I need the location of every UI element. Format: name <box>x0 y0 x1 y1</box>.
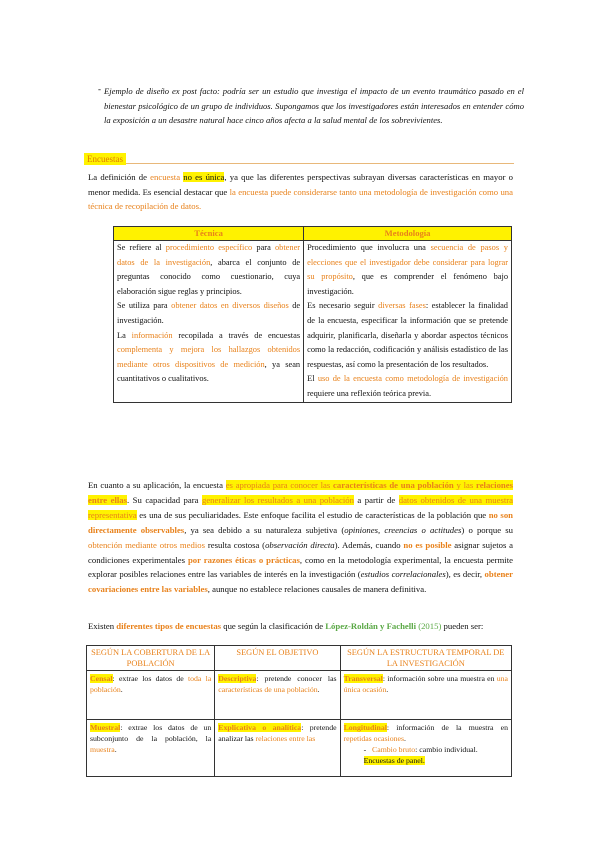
survey-types-table <box>86 645 512 777</box>
keyword: relaciones entre las <box>255 734 316 743</box>
italic-text: opiniones, creencias o actitudes <box>344 524 462 535</box>
text-run: ), es decir, <box>445 569 485 580</box>
highlight: Longitudinal <box>343 723 387 732</box>
text-run: ) o porque su <box>461 524 513 535</box>
text-run: . <box>317 685 320 694</box>
highlight: es apropiada para conocer las <box>225 480 334 490</box>
cell-metodologia <box>304 241 512 403</box>
keyword: obtención mediante otros medios <box>88 539 206 550</box>
text-run: Procedimiento que involucra una <box>307 243 431 252</box>
application-paragraph <box>88 478 513 597</box>
text-run: Se refiere al <box>117 243 166 252</box>
text-run: . <box>403 734 406 743</box>
text-run: , como en la metodología experimental, la encuesta permite explorar posibles relaciones entre las variables de interés en la investigación ( <box>88 554 513 580</box>
keyword: diferentes tipos de encuestas <box>116 621 222 631</box>
list-dash: - <box>363 745 367 754</box>
text-run: En cuanto a su aplicación, la encuesta <box>88 480 226 490</box>
cell-descriptiva <box>215 671 340 720</box>
highlight: Encuestas de panel. <box>363 756 425 765</box>
table-row <box>114 241 512 403</box>
text-run: asignar sujetos a condiciones experimentales <box>88 539 514 565</box>
highlight: Muestral <box>90 723 121 732</box>
keyword: procedimiento específico <box>165 243 253 252</box>
keyword: por razones éticas o prácticas <box>187 554 300 565</box>
keyword: obtener datos en diversos diseños <box>171 301 289 311</box>
text-run: : información de la muestra en <box>386 723 508 732</box>
text-run: : extrae los datos de un subconjunto de la población, la <box>90 723 212 743</box>
text-run: . <box>120 685 123 694</box>
keyword: no son directamente observables <box>88 509 513 535</box>
text-run: : cambio individual. <box>415 745 478 754</box>
text-run: : información sobre una muestra en <box>382 674 497 683</box>
technique-methodology-table <box>113 226 512 403</box>
cell-paragraph <box>307 299 508 372</box>
text-run: es una de sus peculiaridades. Este enfoque facilita el estudio de características de la población que <box>136 509 489 520</box>
text-run: . <box>114 745 117 754</box>
keyword: toda <box>187 674 202 683</box>
text-run: requiere una reflexión teórica previa. <box>307 388 432 398</box>
cell-paragraph <box>344 673 508 695</box>
citation-year: (2015) <box>418 621 442 631</box>
example-body: : podría ser un estudio que investiga el impacto de un evento traumático pasado en el bienestar psicológico de un grupo de individuos. Supongamos que los investigadores están interesados en entender cómo la exposición a un desastre natural hace cinco años afecta a la salud mental de los sobrevivientes. <box>104 86 524 126</box>
italic-text: observación directa <box>265 539 335 550</box>
keyword: uso de la encuesta como metodología de investigación <box>317 374 508 384</box>
text-run: ). Además, cuando <box>334 539 404 550</box>
citation-authors: López-Roldán y Fachelli <box>325 621 417 631</box>
text-run: Se utiliza para <box>117 301 172 311</box>
example-text <box>104 84 524 128</box>
types-intro-paragraph <box>88 620 516 634</box>
keyword: la población <box>90 674 212 694</box>
text-run: Es necesario seguir <box>307 301 379 311</box>
header-tecnica: Técnica <box>114 227 304 241</box>
text-run: recopilada a través de encuestas <box>172 330 301 340</box>
text-run: : pretende analizar las <box>218 723 337 743</box>
cell-paragraph <box>344 722 508 744</box>
bullet-dash: - <box>98 84 101 94</box>
table-row <box>87 671 512 720</box>
cell-paragraph <box>90 722 211 755</box>
keyword: obtener datos de la investigación <box>117 243 301 267</box>
highlight: Transversal <box>343 674 383 683</box>
header-estructura-temporal: SEGÚN LA ESTRUCTURA TEMPORAL DE LA INVESTIGACIÓN <box>340 646 511 671</box>
highlight: Censal <box>90 674 113 683</box>
sub-item-panel <box>364 755 508 766</box>
text-run: El <box>307 374 318 384</box>
highlight: Explicativa o analítica <box>218 723 302 732</box>
intro-paragraph <box>88 170 513 214</box>
cell-explicativa <box>215 720 340 777</box>
text-run: resulta costosa ( <box>205 539 266 550</box>
text-run: para <box>252 243 275 252</box>
header-objetivo: SEGÚN EL OBJETIVO <box>215 646 340 671</box>
text-run: Existen <box>88 621 117 631</box>
text-run: La <box>117 330 132 340</box>
text-run: a partir de <box>353 494 399 505</box>
keyword: información <box>131 330 173 340</box>
keyword: complementa y mejora los hallazgos obtenidos mediante otros dispositivos de medición <box>117 345 301 369</box>
text-run: : establecer la finalidad de la encuesta, especificar la información que se pretende adquirir, planificarla, diseñarla y abordar aspectos técnicos como la redacción, codificación y análisis estadístico de las respuestas, así como la presentación de los resultados. <box>307 301 508 369</box>
cell-tecnica <box>114 241 304 403</box>
example-bullet <box>98 84 524 128</box>
example-label: Ejemplo de diseño ex post facto <box>104 86 217 96</box>
text-run: La definición de <box>88 172 151 182</box>
sub-item-cambio-bruto <box>364 744 508 755</box>
text-run: pueden ser: <box>441 621 484 631</box>
cell-paragraph <box>307 372 508 401</box>
keyword: la encuesta puede considerarse tanto una metodología de investigación como una técnica de recopilación de datos. <box>88 186 513 212</box>
cell-transversal <box>340 671 511 720</box>
keyword: diversas fases <box>378 301 426 311</box>
cell-muestral <box>87 720 215 777</box>
keyword: muestra <box>90 745 115 754</box>
highlight: y las <box>453 480 476 490</box>
text-run: , ya que las diferentes perspectivas subrayan diversas características en mayor o menor medida. Es esencial destacar que <box>88 172 513 197</box>
keyword: características de una población <box>218 685 318 694</box>
keyword: repetidas ocasiones <box>343 734 404 743</box>
text-run: de investigación. <box>117 301 301 325</box>
keyword: secuencia de pasos y elecciones que el investigador debe considerar para lograr su propósito <box>307 243 508 282</box>
text-run: , ya sean cuantitativos o cualitativos. <box>117 359 301 384</box>
header-cobertura: SEGÚN LA COBERTURA DE LA POBLACIÓN <box>87 646 215 671</box>
text-run: , aunque no establece relaciones causales de manera definitiva. <box>207 584 427 595</box>
cell-paragraph <box>307 241 508 299</box>
text-run: . Su capacidad para <box>127 494 202 505</box>
section-title: Encuestas <box>84 153 126 165</box>
text-run: , que es comprender el fenómeno bajo investigación. <box>307 272 509 296</box>
table-row <box>87 720 512 777</box>
keyword: obtener covariaciones entre las variables <box>88 569 513 595</box>
text-run: : pretende conocer las <box>256 674 337 683</box>
cell-paragraph <box>117 299 300 328</box>
text-run: . <box>386 685 389 694</box>
italic-text: estudios correlacionales <box>360 569 446 580</box>
table-header-row <box>87 646 512 671</box>
section-heading <box>84 149 514 164</box>
text-run: que según la clasificación de <box>221 621 326 631</box>
cell-paragraph <box>117 241 300 299</box>
cell-paragraph <box>218 722 336 744</box>
text-run: , ya sea debido a su naturaleza subjetiva ( <box>184 524 345 535</box>
table-header-row <box>114 227 512 241</box>
highlight: no es única <box>183 172 225 182</box>
highlight: generalizar los resultados a una población <box>201 494 354 505</box>
cell-paragraph <box>218 673 336 695</box>
header-metodologia: Metodología <box>304 227 512 241</box>
highlight: datos obtenidos de una muestra representativa <box>88 494 514 520</box>
cell-paragraph <box>117 329 300 387</box>
text-run: : extrae los datos de <box>112 674 188 683</box>
text-run: , abarca el conjunto de preguntas conocido como cuestionario, cuya elaboración sigue reglas y principios. <box>117 257 301 296</box>
keyword: no es posible <box>403 539 452 550</box>
cell-paragraph <box>90 673 211 695</box>
cell-censal <box>87 671 215 720</box>
highlight: relaciones entre ellas <box>88 480 513 505</box>
keyword: Cambio bruto <box>372 745 416 754</box>
highlight: Descriptiva <box>218 674 257 683</box>
keyword: encuesta <box>150 172 181 182</box>
keyword: una única ocasión <box>343 674 508 694</box>
cell-longitudinal <box>340 720 511 777</box>
highlight: características de una población <box>333 480 454 490</box>
